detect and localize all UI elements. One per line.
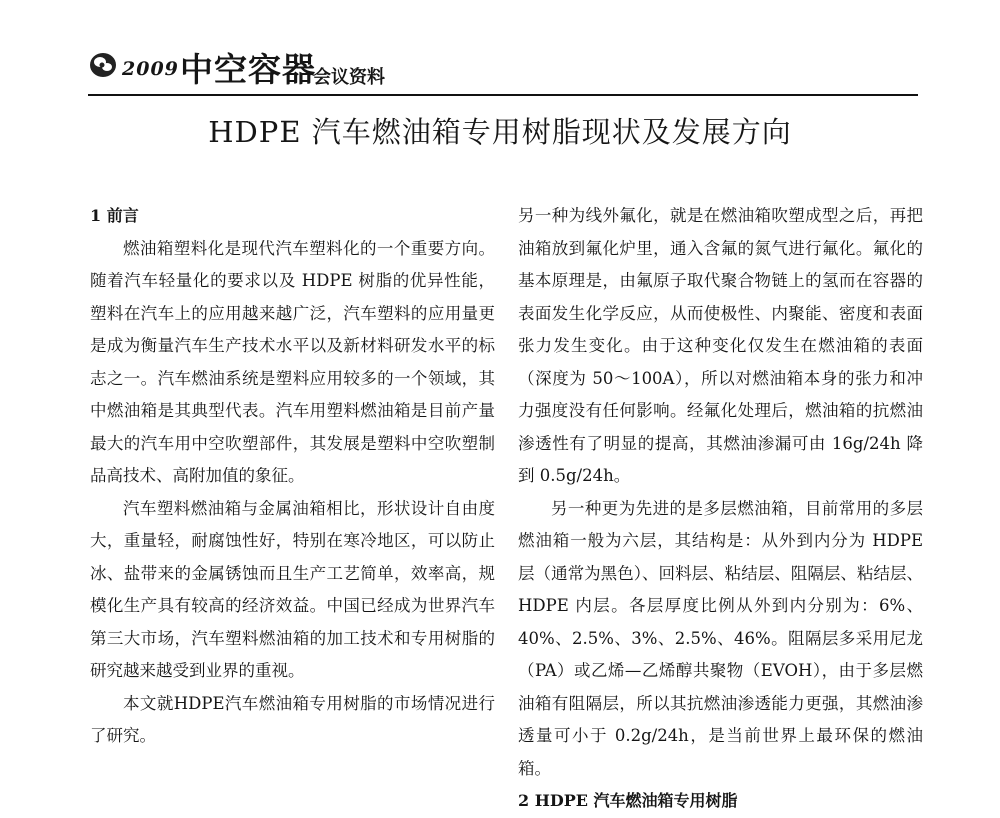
conference-logo-icon	[88, 50, 118, 80]
conference-name: 中空容器	[180, 50, 316, 89]
paragraph: 另一种为线外氟化，就是在燃油箱吹塑成型之后，再把油箱放到氟化炉里，通入含氟的氮气进行氟化。氟化的基本原理是，由氟原子取代聚合物链上的氢而在容器的表面发生化学反应，从而使极性、内聚能、密度和表面张力发生变化。由于这种变化仅发生在燃油箱的表面（深度为 50～100A），所以对燃油箱本身的张力和冲力强度没有任何影响。经氟化处理后，燃油箱的抗燃油渗透性有了明显的提高，其燃油渗漏可由 16g/24h 降到 0.5g/24h。	[518, 206, 923, 485]
paragraph: 燃油箱塑料化是现代汽车塑料化的一个重要方向。随着汽车轻量化的要求以及 HDPE 树脂的优异性能，塑料在汽车上的应用越来越广泛，汽车塑料的应用量更是成为衡量汽车生产技术水平以及新材料研发水平的标志之一。汽车燃油系统是塑料应用较多的一个领域，其中燃油箱是其典型代表。汽车用塑料燃油箱是目前产量最大的汽车用中空吹塑部件，其发展是塑料中空吹塑制品高技术、高附加值的象征。	[90, 238, 495, 485]
left-column	[90, 200, 495, 753]
section-heading-introduction: 1 前言	[90, 206, 139, 225]
conference-subtitle: 会议资料	[313, 67, 385, 88]
conference-header	[88, 42, 918, 96]
paragraph: 另一种更为先进的是多层燃油箱，目前常用的多层燃油箱一般为六层，其结构是：从外到内分为 HDPE 层（通常为黑色）、回料层、粘结层、阻隔层、粘结层、HDPE 内层。各层厚度比例从外到内分别为：6%、40%、2.5%、3%、2.5%、46%。阻隔层多采用尼龙（PA）或乙烯—乙烯醇共聚物（EVOH），由于多层燃油箱有阻隔层，所以其抗燃油渗透能力更强，其燃油渗透量可小于 0.2g/24h，是当前世界上最环保的燃油箱。	[518, 498, 923, 778]
paragraph: 汽车塑料燃油箱与金属油箱相比，形状设计自由度大，重量轻，耐腐蚀性好，特别在寒冷地区，可以防止冰、盐带来的金属锈蚀而且生产工艺简单，效率高，规模化生产具有较高的经济效益。中国已经成为世界汽车第三大市场，汽车塑料燃油箱的加工技术和专用树脂的研究越来越受到业界的重视。	[90, 498, 495, 680]
right-column	[518, 200, 923, 818]
paragraph: 本文就HDPE汽车燃油箱专用树脂的市场情况进行了研究。	[90, 693, 495, 745]
document-title: HDPE 汽车燃油箱专用树脂现状及发展方向	[208, 115, 792, 149]
section-heading-resin: 2 HDPE 汽车燃油箱专用树脂	[518, 791, 738, 810]
conference-year: 2009	[122, 58, 179, 80]
